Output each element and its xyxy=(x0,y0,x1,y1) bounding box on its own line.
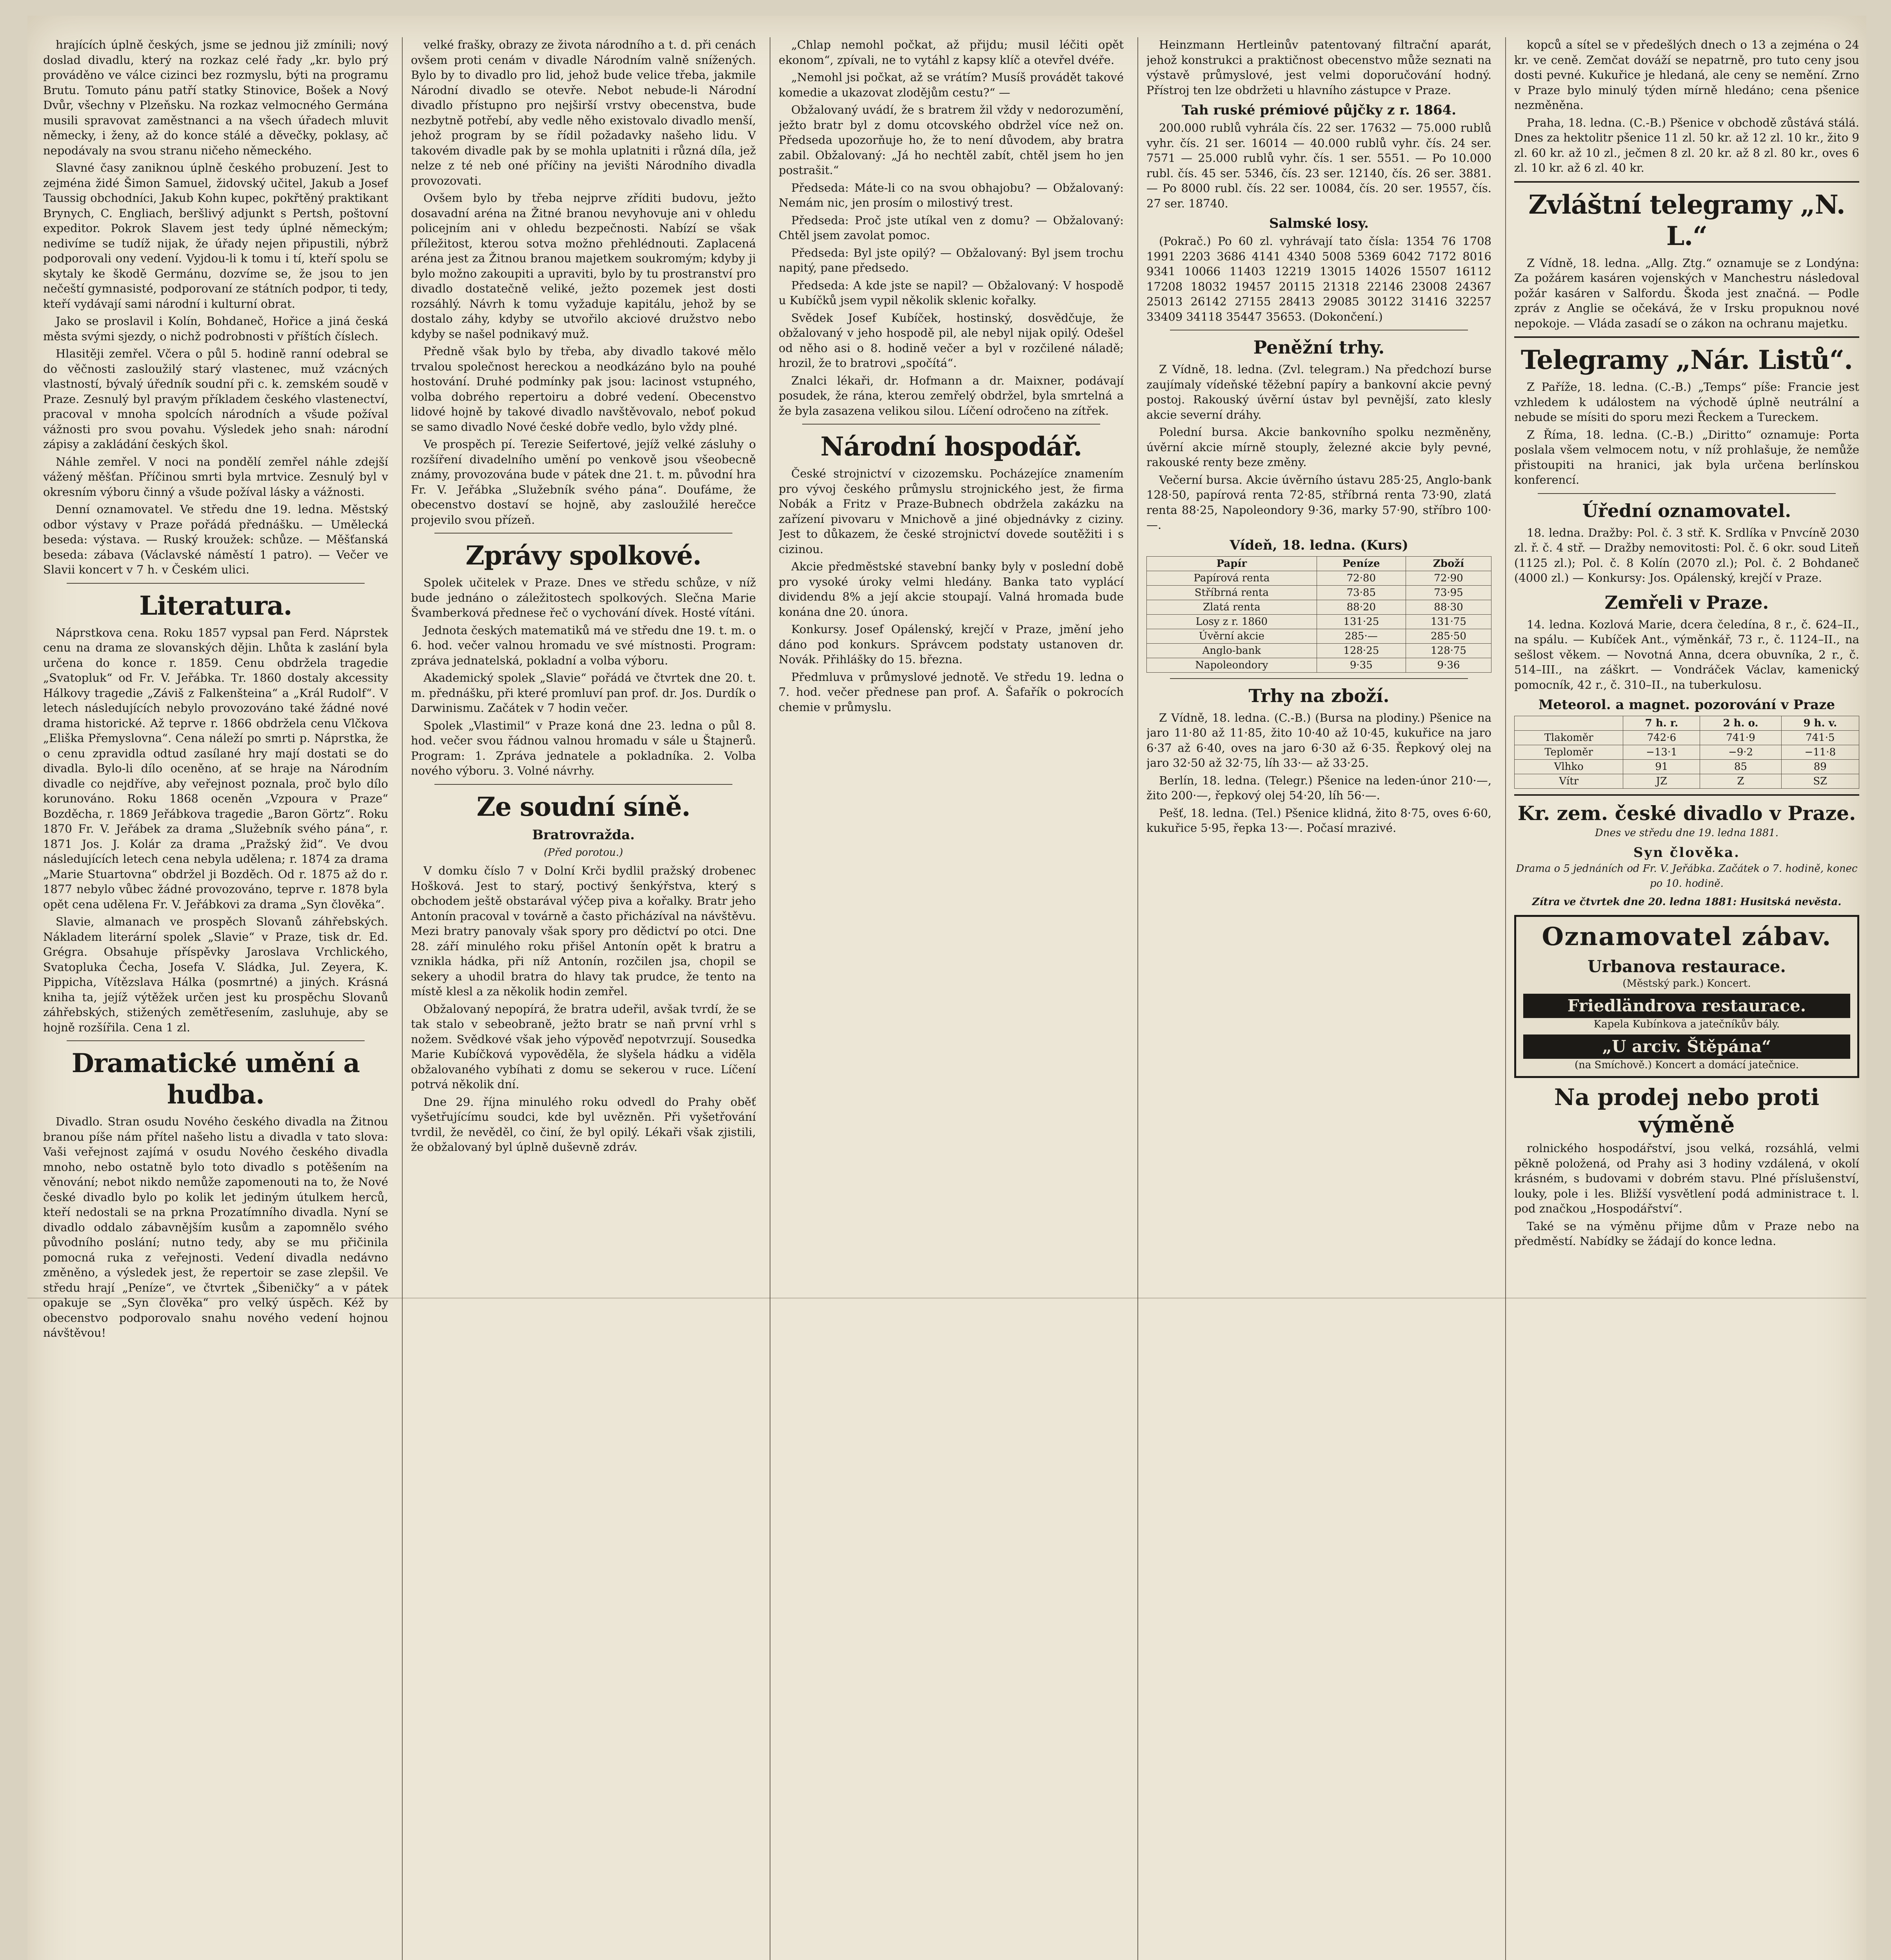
ad-title: Oznamovatel zábav. xyxy=(1542,922,1832,951)
table-row xyxy=(1515,731,1859,745)
table-cell: −9·2 xyxy=(1700,745,1781,760)
table-cell: 9·35 xyxy=(1317,658,1406,672)
table-cell: 88·20 xyxy=(1317,600,1406,614)
article-text: Pešť, 18. ledna. (Tel.) Pšenice klidná, žito 8·75, oves 6·60, kukuřice 5·95, řepka 13·—. Počasí mrazivé. xyxy=(1146,806,1491,835)
table-header: Peníze xyxy=(1317,556,1406,571)
article-text: Konkursy. Josef Opálenský, krejčí v Praze, jmění jeho dáno pod konkurs. Správcem podstaty ustanoven dr. Novák. Přihlášky do 15. března. xyxy=(779,622,1124,666)
article-text: Předmluva v průmyslové jednotě. Ve středu 19. ledna o 7. hod. večer přednese pan prof. A. Šafařík o pokrocích chemie v průmyslu. xyxy=(779,670,1124,714)
table-row xyxy=(1147,643,1491,658)
table-cell: Teploměr xyxy=(1515,745,1623,760)
table-cell: Losy z r. 1860 xyxy=(1147,614,1317,629)
article-text: kopců a sítel se v předešlých dnech o 13 a zejména o 24 kr. ve ceně. Zemčat dováží se nepatrně, pro tuto ceny jsou dosti pevné. Kukuřice je hledaná, ale ceny se nemění. Zrno v Praze bylo minulý týden mírně hledáno; cena pšenice nezměněna. xyxy=(1514,38,1859,112)
exchange-table-caption: Vídeň, 18. ledna. (Kurs) xyxy=(1230,537,1408,553)
section-heading-telegramy-nar-listu: Telegramy „Nár. Listů“. xyxy=(1520,345,1853,375)
column-2 xyxy=(411,37,756,1960)
article-text: 14. ledna. Kozlová Marie, dcera čeledína, 8 r., č. 624–II., na spálu. — Kubíček Ant., výměnkář, 73 r., č. 1124–II., na sešlost věkem. — Novotná Anna, dcera obuvníka, 2 r., č. 514–III., na záškrt. — Vondráček Václav, kamenický pomocník, 42 r., č. 310–II., na tuberkulosu. xyxy=(1514,617,1859,691)
article-text: České strojnictví v cizozemsku. Pocházejíce znamením pro vývoj českého průmyslu strojnického jest, že firma Nobák a Fritz v Praze-Bubnech obdržela zakázku na zařízení pivovaru v Mnichově a jiné objednávky z ciziny. Jest to důkazem, že české strojnictví dovede soutěžiti i s cizinou. xyxy=(779,467,1124,556)
divider xyxy=(802,424,1100,425)
article-text: Spolek učitelek v Praze. Dnes ve středu schůze, v níž bude jednáno o záležitostech spolkových. Slečna Marie Švamberková přednese řeč o vychování dívek. Hosté vítáni. xyxy=(411,576,756,619)
table-cell: 131·25 xyxy=(1317,614,1406,629)
column-1 xyxy=(43,37,388,1960)
article-text: Slavné časy zaniknou úplně českého probuzení. Jest to zejména židé Šimon Samuel, židovský učitel, Jakub a Josef Taussig obchodníci, Jakub Kohn kupec, pokřtěný praktikant Brynych, C. Engliach, beršlivý adjunkt s Pertsh, poštovní expeditor. Pokrok Slavem jest tedy úplné německým; nedivíme se tudíž nijak, že úřady nejen připustili, nýbrž podporovali ony vedení. Vyjdou-li k tomu i tí, kteří spolu se skytaly ke škodě Germánu, dozvíme se, že jsou to jen nečeští gymnasisté, podporovaní ze státních podpor, ti tedy, kteří vydávají sami národní i kulturní obrat. xyxy=(43,161,388,310)
table-cell: 128·75 xyxy=(1406,643,1491,658)
table-cell: 285·50 xyxy=(1406,629,1491,643)
article-text: Obžalovaný uvádí, že s bratrem žil vždy v nedorozumění, ježto bratr byl z domu otcovského obdržel více než on. Předseda upozorňuje ho, že to není důvodem, aby bratra zabil. Obžalovaný: „Já ho nechtěl zabít, chtěl jsem ho jen postrašit.“ xyxy=(779,103,1124,177)
ad-venue-stepan: „U arciv. Štěpána“ xyxy=(1523,1034,1850,1059)
table-cell: 72·80 xyxy=(1317,571,1406,585)
newspaper-page xyxy=(27,16,1866,1960)
article-text: Ve prospěch pí. Terezie Seifertové, jejíž velké zásluhy o rozšíření divadelního umění po venkově jsou všeobecně známy, provozována bude v pátek dne 21. t. m. původní hra Fr. V. Jeřábka „Služebník svého pána“. Doufáme, že obecenstvo dostaví se hojně, aby zasloužilé herečce projevilo svou přízeň. xyxy=(411,437,756,526)
lottery-heading: Tah ruské prémiové půjčky z r. 1864. xyxy=(1181,102,1457,118)
article-text: „Chlap nemohl počkat, až přijdu; musil léčiti opět ekonom“, zpívali, ne to vytáhl z kapsy klíč a otevřel dvéře. xyxy=(779,38,1124,67)
article-text: Hlasitěji zemřel. Včera o půl 5. hodině ranní odebral se do věčnosti zasloužilý starý vlastenec, muž vzácných vlastností, bývalý úředník soudní při c. k. zemském soudě v Praze. Zesnulý byl pravým příkladem českého vlastenectví, pracoval v mnoha spolcích národních a všude požíval vážnosti pro svou povahu. Výsledek jeho snah: národní zápisy a zakládání českých škol. xyxy=(43,347,388,451)
salm-lots-results: (Pokrač.) Po 60 zl. vyhrávají tato čísla: 1354 76 1708 1991 2203 3686 4141 4340 5008 5369 6042 7172 8016 9341 10066 11403 12219 13015 14026 15507 16112 17208 18032 19457 20115 21318 22146 23008 24367 25013 26142 27155 28413 29085 30122 31416 32257 33409 34118 35447 35653. (Dokončení.) xyxy=(1146,234,1491,323)
table-cell: Zlatá renta xyxy=(1147,600,1317,614)
table-header: Zboží xyxy=(1406,556,1491,571)
table-cell: 742·6 xyxy=(1623,731,1700,745)
table-row xyxy=(1147,585,1491,600)
divider xyxy=(1170,678,1468,679)
ad-venue-note: Kapela Kubínkova a jatečníkův bály. xyxy=(1593,1018,1780,1030)
article-text: „Nemohl jsi počkat, až se vrátím? Musíš provádět takové komedie a ukazovat zlodějům cestu?“ — xyxy=(779,71,1124,99)
table-cell: JZ xyxy=(1623,774,1700,789)
section-heading-ze-soudni-sine: Ze soudní síně. xyxy=(476,791,690,822)
dialogue-line: Předseda: A kde jste se napil? — Obžalovaný: V hospodě u Kubíčků jsem vypil několik sklenic kořalky. xyxy=(779,278,1124,307)
ad-venue-urban: Urbanova restaurace. xyxy=(1587,957,1786,976)
table-cell: 91 xyxy=(1623,760,1700,774)
table-cell: Stříbrná renta xyxy=(1147,585,1317,600)
article-text: Dne 29. října minulého roku odvedl do Prahy oběť vyšetřujícímu soudci, kde byl uvězněn. Při vyšetřování tvrdil, že nevěděl, co činí, že byl opilý. Lékaři však zjistili, že obžalovaný byl úplně duševně zdráv. xyxy=(411,1095,756,1154)
table-row xyxy=(1147,658,1491,672)
column-rule xyxy=(1137,37,1138,1960)
article-text: Polední bursa. Akcie bankovního spolku nezměněny, úvěrní akcie mírně stouply, železné akcie byly pevné, rakouské renty beze změny. xyxy=(1146,425,1491,469)
article-text: Praha, 18. ledna. (C.-B.) Pšenice v obchodě zůstává stálá. Dnes za hektolitr pšenice 11 zl. 50 kr. až 12 zl. 10 kr., žito 9 zl. 60 kr. až 10 zl., ječmen 8 zl. 20 kr. až 8 zl. 80 kr., oves 6 zl. 10 kr. až 6 zl. 40 kr. xyxy=(1514,116,1859,174)
table-header: Papír xyxy=(1147,556,1317,571)
theatre-note: Drama o 5 jednáních od Fr. V. Jeřábka. Začátek o 7. hodině, konec po 10. hodině. xyxy=(1516,862,1858,889)
article-text: 18. ledna. Dražby: Pol. č. 3 stř. K. Srdlíka v Pnvcíně 2030 zl. ř. č. 4 stř. — Dražby nemovitosti: Pol. č. 6 okr. soud Liteň (1125 zl.); Pol. č. 8 Kolín (2070 zl.); Pol. č. 2 Bohdaneč (4000 zl.) — Konkursy: Jos. Opálenský, krejčí v Praze. xyxy=(1514,526,1859,584)
table-cell: 73·95 xyxy=(1406,585,1491,600)
article-text: Obžalovaný nepopírá, že bratra udeřil, avšak tvrdí, že se tak stalo v sebeobraně, ježto bratr se naň první vrhl s nožem. Svědkové však jeho výpověď nepotvrzují. Sousedka Marie Kubíčková vypověděla, že slyšela hádku a viděla obžalovaného vybíhati z domu se sekerou v ruce. Líčení potrvá několik dní. xyxy=(411,1002,756,1091)
divider xyxy=(67,583,365,584)
entertainment-ad-box xyxy=(1514,915,1859,1078)
section-heading-zpravy-spolkove: Zprávy spolkové. xyxy=(465,540,701,571)
divider xyxy=(434,533,732,534)
table-row xyxy=(1147,629,1491,643)
article-text: Spolek „Vlastimil“ v Praze koná dne 23. ledna o půl 8. hod. večer svou řádnou valnou hromadu v sále u Štajnerů. Program: 1. Zpráva jednatele a pokladníka. 2. Volba nového výboru. 3. Volné návrhy. xyxy=(411,719,756,777)
section-heading-dramaticke-umeni: Dramatické umění a hudba. xyxy=(71,1048,360,1110)
article-text: Berlín, 18. ledna. (Telegr.) Pšenice na leden-únor 210·—, žito 200·—, řepkový olej 54·20, líh 56·—. xyxy=(1146,773,1491,802)
table-cell: 88·30 xyxy=(1406,600,1491,614)
column-5 xyxy=(1514,37,1859,1960)
article-text: Heinzmann Hertleinův patentovaný filtrační aparát, jehož konstrukci a praktičnost obecenstvo může seznati na výstavě průmyslové, jest velmi doporučování hodný. Přístroj ten lze obdržeti u hlavního zástupce v Praze. xyxy=(1146,38,1491,97)
table-cell: 741·5 xyxy=(1781,731,1859,745)
table-row xyxy=(1147,614,1491,629)
weather-table-caption: Meteorol. a magnet. pozorování v Praze xyxy=(1538,697,1835,713)
table-row xyxy=(1147,571,1491,585)
table-cell: Anglo-bank xyxy=(1147,643,1317,658)
table-cell: Papírová renta xyxy=(1147,571,1317,585)
table-cell: 741·9 xyxy=(1700,731,1781,745)
theatre-tomorrow: Zítra ve čtvrtek dne 20. ledna 1881: Husitská nevěsta. xyxy=(1532,896,1842,908)
article-text: Slavie, almanach ve prospěch Slovanů záhřebských. Nákladem literární spolek „Slavie“ v Praze, tisk dr. Ed. Grégra. Obsahuje příspěvky Jaroslava Vrchlického, Svatopluka Čecha, Josefa V. Sládka, Jul. Zeyera, K. Pippicha, Vítězslava Hálka (posmrtné) a jiných. Krásná kniha ta, jejíž výtěžek určen jest ku prospěchu Slovanů záhřebských, stižených zemětřesením, zasluhuje, aby se hojně rozšířila. Cena 1 zl. xyxy=(43,915,388,1034)
weather-table xyxy=(1514,716,1859,789)
table-header xyxy=(1515,716,1623,731)
table-cell: Vlhko xyxy=(1515,760,1623,774)
ad-venue-note: (Městský park.) Koncert. xyxy=(1622,978,1751,989)
table-header: 9 h. v. xyxy=(1781,716,1859,731)
table-cell: Napoleondory xyxy=(1147,658,1317,672)
article-text: rolnického hospodářství, jsou velká, rozsáhlá, velmi pěkně položená, od Prahy asi 3 hodiny vzdálená, v okolí krásném, s budovami v dobrém stavu. Plné příslušenství, louky, pole i les. Bližší vysvětlení podá administrace t. l. pod značkou „Hospodářství“. xyxy=(1514,1142,1859,1215)
dialogue-line: Předseda: Máte-li co na svou obhajobu? — Obžalovaný: Nemám nic, jen prosím o milostivý trest. xyxy=(779,181,1124,209)
table-cell: 73·85 xyxy=(1317,585,1406,600)
article-text: Jako se proslavil i Kolín, Bohdaneč, Hořice a jiná česká města svými sjezdy, o nichž podrobnosti v příštích číslech. xyxy=(43,314,388,343)
dialogue-line: Předseda: Proč jste utíkal ven z domu? — Obžalovaný: Chtěl jsem zavolat pomoc. xyxy=(779,213,1124,242)
table-cell: −11·8 xyxy=(1781,745,1859,760)
table-cell: Z xyxy=(1700,774,1781,789)
table-header: 2 h. o. xyxy=(1700,716,1781,731)
table-cell: −13·1 xyxy=(1623,745,1700,760)
table-cell: 85 xyxy=(1700,760,1781,774)
section-heading-zvlastni-telegramy: Zvláštní telegramy „N. L.“ xyxy=(1528,189,1845,251)
article-text: Z Říma, 18. ledna. (C.-B.) „Diritto“ oznamuje: Porta poslala všem velmocem notu, v níž prohlašuje, že nemůže přistoupiti na hranici, jak byla určena berlínskou konferencí. xyxy=(1514,428,1859,486)
table-row xyxy=(1515,760,1859,774)
table-cell: 131·75 xyxy=(1406,614,1491,629)
section-heading-trhy-na-zbozi: Trhy na zboží. xyxy=(1248,685,1390,706)
salm-lots-heading: Salmské losy. xyxy=(1269,216,1369,231)
article-text: hrajících úplně českých, jsme se jednou již zmínili; nový doslad divadlu, který na rozkaz celé řady „kr. bylo prý prováděno ve válce cizinci bez rozmyslu, býti na programu Brutu. Tomuto pánu patří statky Stinovice, Bošek a Nový Dvůr, všechny v Plzeňsku. Na rozkaz velmocného Germána musili spravovat zaměstnanci a na všech úřadech mluvit německy, i ženy, až do konce stálé a děvečky, poklasy, ač nepodávaly na svou stranu ničeho německého. xyxy=(43,38,388,157)
divider xyxy=(1514,181,1859,183)
for-sale-heading: Na prodej nebo proti výměně xyxy=(1554,1084,1820,1138)
column-rule xyxy=(402,37,403,1960)
ad-venue-friedlander: Friedländrova restaurace. xyxy=(1523,994,1850,1018)
ad-venue-note: (na Smíchově.) Koncert a domácí jatečnice. xyxy=(1575,1059,1799,1071)
article-text: Jednota českých matematiků má ve středu dne 19. t. m. o 6. hod. večer valnou hromadu ve své místnosti. Program: zpráva jednatelská, pokladní a volba výboru. xyxy=(411,623,756,667)
divider xyxy=(1538,493,1836,494)
article-text: Denní oznamovatel. Ve středu dne 19. ledna. Městský odbor výstavy v Praze pořádá přednášku. — Umělecká beseda: výstava. — Ruský kroužek: schůze. — Měšťanská beseda: zábava (Václavské náměstí 1 patro). — Večer ve Slavii koncert v 7 h. v Českém ulici. xyxy=(43,503,388,576)
dialogue-line: Předseda: Byl jste opilý? — Obžalovaný: Byl jsem trochu napitý, pane předsedo. xyxy=(779,246,1124,274)
article-text: Předně však bylo by třeba, aby divadlo takové mělo trvalou společnost hereckou a neodkázáno bylo na pouhé hostování. Druhé podmínky pak jsou: lacinost vstupného, volba dobrého repertoiru a dobré vedení. Obecenstvo lidové hojně by takové divadlo navštěvovalo, neboť pokud se samo divadlo Nové české dobře vedlo, bylo vždy plné. xyxy=(411,345,756,434)
section-heading-zemreli: Zemřeli v Praze. xyxy=(1604,592,1769,613)
article-text: Svědek Josef Kubíček, hostinský, dosvědčuje, že obžalovaný v jeho hospodě pil, ale nebyl nijak opilý. Odešel od něho asi o 8. hodině večer a byl v rozčilené náladě; hrozil, že to bratrovi „spočítá“. xyxy=(779,311,1124,370)
article-text: Divadlo. Stran osudu Nového českého divadla na Žitnou branou píše nám přítel našeho listu a divadla v tato slova: Vaši veřejnost zajímá v osudu Nového českého divadla mnoho, nebo ostatně bylo toto divadlo s potěšením na věnování; nebot nikdo nemůže zapomenouti na to, že Nové české divadlo bylo po kolik let jediným útulkem herců, kteří nedostali se na prkna Prozatímního divadla. Nyní se divadlo oddalo zábavnějším kusům a zapomnělo svého původního poslání; nutno tedy, aby se mu přičinila pomocná ruka z veřejnosti. Vedení divadla nedávno změněno, a výsledek jest, že repertoir se zase zlepšil. Ve středu hrají „Peníze“, ve čtvrtek „Šibeničky“ a v pátek opakuje se „Syn člověka“ pro velký úspěch. Kéž by obecenstvo podporovalo snahu nového vedení hojnou návštěvou! xyxy=(43,1115,388,1339)
table-cell: 285·— xyxy=(1317,629,1406,643)
table-cell: SZ xyxy=(1781,774,1859,789)
theatre-play-title: Syn člověka. xyxy=(1633,844,1740,860)
lottery-results: 200.000 rublů vyhrála čís. 22 ser. 17632 — 75.000 rublů vyhr. čís. 21 ser. 16014 — 40.000 rublů vyhr. čís. 24 ser. 7571 — 25.000 rublů vyhr. čís. 1 ser. 5551. — Po 10.000 rubl. čís. 45 ser. 5346, čís. 23 ser. 12140, čís. 26 ser. 3881. — Po 8000 rubl. čís. 22 ser. 10084, čís. 20 ser. 19557, čís. 27 ser. 18740. xyxy=(1146,121,1491,210)
column-3 xyxy=(779,37,1124,1960)
article-title: Bratrovražda. xyxy=(532,827,635,843)
article-text: Z Vídně, 18. ledna. (C.-B.) (Bursa na plodiny.) Pšenice na jaro 11·80 až 11·85, žito 10·40 až 10·45, kukuřice na jaro 6·37 až 6·40, oves na jaro 6·30 až 6·35. Řepkový olej na jaro 32·50 až 32·75, líh 33·— až 33·25. xyxy=(1146,711,1491,769)
divider xyxy=(1514,794,1859,796)
table-row xyxy=(1515,745,1859,760)
table-cell: 9·36 xyxy=(1406,658,1491,672)
table-cell: Úvěrní akcie xyxy=(1147,629,1317,643)
article-text: Akcie předměstské stavební banky byly v poslední době pro vysoké úroky velmi hledány. Banka tato vyplácí dividendu 8% a její akcie stoupají. Valná hromada bude konána dne 20. února. xyxy=(779,560,1124,619)
theatre-announcement xyxy=(1514,801,1859,909)
table-cell: 89 xyxy=(1781,760,1859,774)
article-text: Ovšem bylo by třeba nejprve zříditi budovu, ježto dosavadní aréna na Žitné branou nevyhovuje ani v ohledu policejním ani v ohledu bezpečnosti. Nabízí se však příležitost, kterou sotva možno přehlédnouti. Zaplacená aréna jest za Žitnou branou majetkem soukromým; kdyby ji bylo možno zakoupiti a upraviti, bylo by tu prostranství pro divadlo dostatečně veliké, ježto pozemek jest dosti rozsáhlý. Návrh k tomu vyžaduje kapitálu, jehož by se dostalo záhy, kdyby se utvořilo akciové družstvo nebo kdyby se našel podnikavý muž. xyxy=(411,191,756,341)
article-text: Náhle zemřel. V noci na pondělí zemřel náhle zdejší vážený měšťan. Příčinou smrti byla mrtvice. Zesnulý byl v okresním výboru činný a všude požíval lásky a vážnosti. xyxy=(43,455,388,499)
table-row xyxy=(1515,774,1859,789)
article-text: Znalci lékaři, dr. Hofmann a dr. Maixner, podávají posudek, že rána, kterou zemřelý obdržel, byla smrtelná a že byla zasazena velikou silou. Líčení odročeno na zítřek. xyxy=(779,374,1124,417)
theatre-heading: Kr. zem. české divadlo v Praze. xyxy=(1517,802,1856,825)
column-4 xyxy=(1146,37,1491,1960)
section-heading-penezni-trhy: Peněžní trhy. xyxy=(1253,337,1385,358)
table-cell: 72·90 xyxy=(1406,571,1491,585)
article-subtitle: (Před porotou.) xyxy=(544,846,623,858)
exchange-rate-table xyxy=(1146,556,1491,673)
column-rule xyxy=(1505,37,1506,1960)
divider xyxy=(67,1040,365,1041)
section-heading-literatura: Literatura. xyxy=(139,590,292,621)
table-cell: Vítr xyxy=(1515,774,1623,789)
article-text: Z Vídně, 18. ledna. (Zvl. telegram.) Na předchozí burse zaujímaly vídeňské těžební papíry a bankovní akcie pevný postoj. Rakouský úvěrní ústav byl pevnější, zato klesly akcie severní dráhy. xyxy=(1146,363,1491,421)
divider xyxy=(434,784,732,785)
article-text: Z Vídně, 18. ledna. „Allg. Ztg.“ oznamuje se z Londýna: Za požárem kasáren vojenských v Manchestru následoval požár kasáren v Salfordu. Škoda jest značná. — Podle zpráv z Anglie se očekává, že v Irsku propuknou nové nepokoje. — Vláda zasadí se o zákon na ochranu majetku. xyxy=(1514,256,1859,330)
article-text: velké frašky, obrazy ze života národního a t. d. při cenách ovšem proti cenám v divadle Národním valně snížených. Bylo by to divadlo pro lid, jehož bude velice třeba, jakmile Národní divadlo se otevře. Nebot nebude-li Národní divadlo přístupno pro nejširší vrstvy obecenstva, bude nezbytně potřebí, aby vedle něho existovalo divadlo menší, jehož program by se řídil požadavky našeho lidu. V takovém divadle pak by se mohla uplatniti i různá díla, jež nelze z té neb oné příčiny na jevišti Národního divadla provozovati. xyxy=(411,38,756,187)
table-header: 7 h. r. xyxy=(1623,716,1700,731)
table-cell: 128·25 xyxy=(1317,643,1406,658)
table-cell: Tlakoměr xyxy=(1515,731,1623,745)
section-heading-uredni-oznamovatel: Úřední oznamovatel. xyxy=(1582,500,1791,521)
table-row xyxy=(1147,600,1491,614)
theatre-date: Dnes ve středu dne 19. ledna 1881. xyxy=(1595,827,1779,839)
article-text: Náprstkova cena. Roku 1857 vypsal pan Ferd. Náprstek cenu na drama ze slovanských dějin. Lhůta k zaslání byla určena do konce r. 1859. Cenu obdržela tragedie „Svatopluk“ od Fr. V. Jeřábka. Tr. 1860 dostaly akcessity Hálkovy tragedie „Záviš z Falkenšteina“ a „Král Rudolf“. V letech následujících nebylo provozováno také žádné nové drama historické. Až teprve r. 1866 obdržela cenu Vlčkova „Eliška Přemyslovna“. Cena náleží po smrti p. Náprstka, že o cenu zpravidla odtud zasílané hry mají dostati se do divadla. Bylo-li dílo oceněno, ať se hraje na Národním divadle co nejdříve, aby veřejnost poznala, proč bylo dílo korunováno. Roku 1868 oceněn „Vzpoura v Praze“ Bozděcha, r. 1869 Jeřábkova tragedie „Baron Görtz“. Roku 1870 Fr. V. Jeřábek za drama „Služebník svého pána“, r. 1871 Jos. J. Kolár za drama „Pražský žid“. Ve dvou následujících letech cena nebyla udělena; r. 1874 za drama „Marie Stuartovna“ obdržel ji Bozděch. Od r. 1875 až do r. 1877 nebylo vůbec žádné provozováno, teprve r. 1878 byla opět cena udělena Fr. V. Jeřábkovi za drama „Syn člověka“. xyxy=(43,626,388,911)
divider xyxy=(1514,336,1859,338)
article-text: V domku číslo 7 v Dolní Krči bydlil pražský drobenec Hošková. Jest to starý, poctivý šenkýřstva, který s obchodem ještě obstarával výčep piva a kořalky. Bratr jeho Antonín pracoval v továrně a často přicházíval na návštěvu. Mezi bratry panovaly však spory pro dědictví po otci. Dne 28. září minulého roku přišel Antonín opět k bratru a vznikla hádka, při níž Antonín, rozčilen jsa, chopil se sekery a uhodil bratra do hlavy tak prudce, že tento na místě klesl a za několik hodin zemřel. xyxy=(411,864,756,998)
article-text: Z Paříže, 18. ledna. (C.-B.) „Temps“ píše: Francie jest vzhledem k událostem na východě úplně neutrální a nebude se mísiti do sporu mezi Řeckem a Tureckem. xyxy=(1514,380,1859,424)
article-text: Večerní bursa. Akcie úvěrního ústavu 285·25, Anglo-bank 128·50, papírová renta 72·85, stříbrná renta 73·90, zlatá renta 88·25, Napoleondory 9·36, marky 57·90, stříbro 100·—. xyxy=(1146,473,1491,532)
article-text: Akademický spolek „Slavie“ pořádá ve čtvrtek dne 20. t. m. přednášku, při které promluví pan prof. dr. Jos. Durdík o Darwinismu. Začátek v 7 hodin večer. xyxy=(411,671,756,715)
section-heading-narodni-hospodar: Národní hospodář. xyxy=(820,431,1082,462)
article-text: Také se na výměnu přijme dům v Praze nebo na předměstí. Nabídky se žádají do konce ledna. xyxy=(1514,1219,1859,1248)
